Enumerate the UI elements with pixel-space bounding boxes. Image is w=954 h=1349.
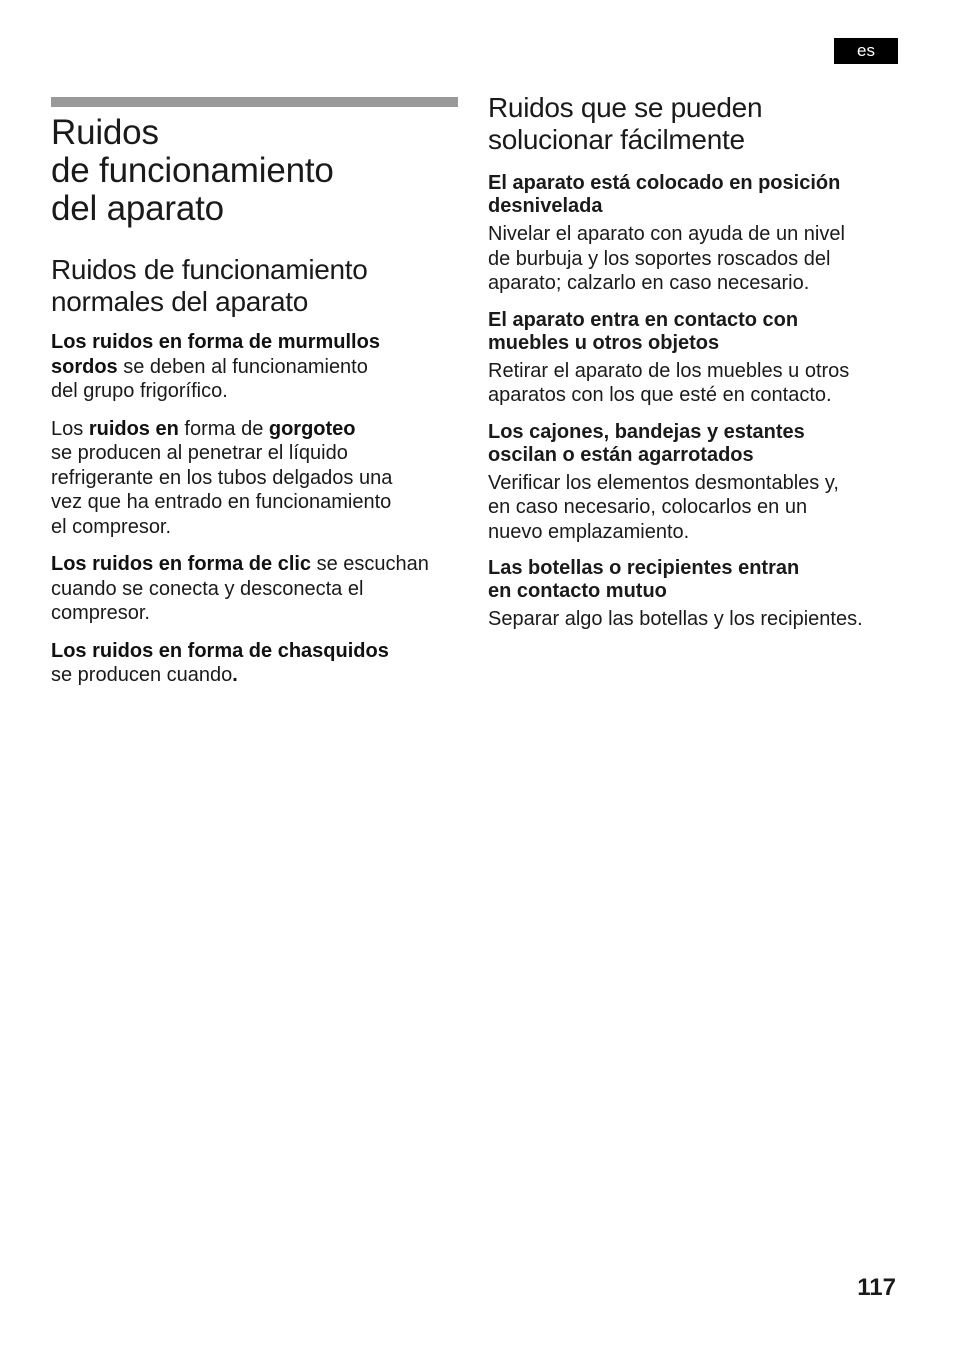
issue-text-contact: Retirar el aparato de los muebles u otros aparatos con los que esté en contacto. — [488, 359, 850, 406]
issue-title-drawers: Los cajones, bandejas y estantes oscilan o están agarrotados — [488, 420, 805, 466]
paragraph-crack-noises: Los ruidos en forma de chasquidos se producen cuando. — [51, 639, 389, 686]
paragraph-murmur-noises: Los ruidos en forma de murmullos sordos se deben al funcionamiento del grupo frigorífico. — [51, 331, 380, 402]
section-title-normal-noises — [51, 254, 476, 318]
bold-term: Los ruidos en forma de chasquidos — [51, 639, 389, 662]
bold-term: ruidos en — [88, 417, 179, 440]
right-column — [488, 92, 908, 632]
issue-title-bottles: Las botellas o recipientes entran en contacto mutuo — [488, 557, 800, 602]
bold-term: sordos — [51, 355, 118, 378]
issue-text-bottles: Separar algo las botellas y los recipientes. — [488, 608, 863, 630]
section-title-easy-fixes — [488, 92, 908, 156]
bold-term: . — [232, 664, 238, 686]
page-title — [51, 114, 476, 228]
bold-term: Los ruidos en forma de murmullos — [51, 331, 380, 353]
section-title-line: solucionar fácilmente — [488, 124, 745, 155]
issue-text-uneven: Nivelar el aparato con ayuda de un nivel de burbuja y los soportes roscados del aparato; calzarlo en caso necesario. — [488, 223, 845, 294]
paragraph-click-noises: Los ruidos en forma de clic se escuchan cuando se conecta y desconecta el compresor. — [51, 553, 429, 624]
title-divider — [51, 97, 458, 107]
section-title-line: Ruidos que se pueden — [488, 92, 763, 123]
page-title-line: del aparato — [51, 189, 224, 228]
bold-term: Los ruidos en forma de clic — [51, 553, 312, 575]
issue-title-contact: El aparato entra en contacto con muebles u otros objetos — [488, 308, 799, 354]
page-title-line: de funcionamiento — [51, 151, 334, 190]
bold-term: gorgoteo — [268, 417, 356, 440]
section-title-line: normales del aparato — [51, 286, 309, 317]
section-title-line: Ruidos de funcionamiento — [51, 254, 368, 285]
paragraph-gurgle-noises: Los ruidos en forma de gorgoteo se producen al penetrar el líquido refrigerante en los tubos delgados una vez que ha entrado en funcionamiento el compresor. — [51, 417, 393, 538]
language-badge: es — [834, 38, 898, 64]
page-number: 117 — [857, 1274, 896, 1301]
issue-text-drawers: Verificar los elementos desmontables y, en caso necesario, colocarlos en un nuevo emplazamiento. — [488, 471, 839, 543]
issue-title-uneven: El aparato está colocado en posición desnivelada — [488, 172, 841, 217]
left-column — [51, 114, 476, 688]
page-title-line: Ruidos — [51, 113, 159, 152]
